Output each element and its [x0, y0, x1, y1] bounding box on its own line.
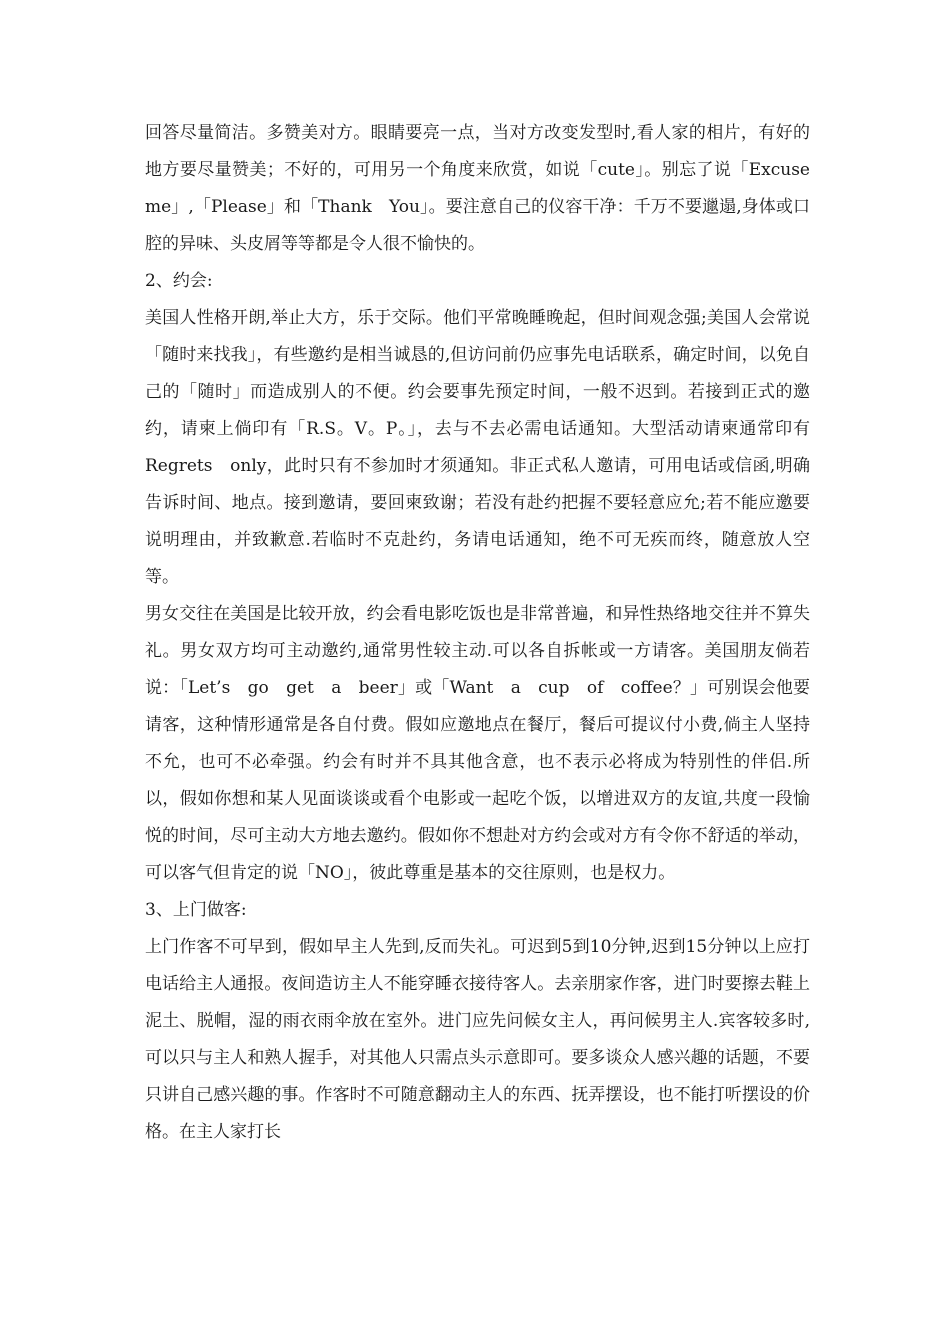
section-heading-visiting: 3、上门做客:: [145, 900, 247, 920]
document-page: [145, 115, 827, 1151]
section-heading-dating: 2、约会:: [145, 271, 213, 291]
paragraph-visiting-etiquette: 上门作客不可早到，假如早主人先到,反而失礼。可迟到5到10分钟,迟到15分钟以上应打电话给主人通报。夜间造访主人不能穿睡衣接待客人。去亲朋家作客，进门时要擦去鞋上泥土、脱帽，湿的雨衣雨伞放在室外。进门应先问候女主人，再问候男主人.宾客较多时,可以只与主人和熟人握手，对其他人只需点头示意即可。要多谈众人感兴趣的话题，不要只讲自己感兴趣的事。作客时不可随意翻动主人的东西、抚弄摆设，也不能打听摆设的价格。在主人家打长: [145, 937, 810, 1142]
paragraph-dating-etiquette: 美国人性格开朗,举止大方，乐于交际。他们平常晚睡晚起，但时间观念强;美国人会常说「随时来找我」，有些邀约是相当诚恳的,但访问前仍应事先电话联系，确定时间，以免自己的「随时」而造成别人的不便。约会要事先预定时间，一般不迟到。若接到正式的邀约，请柬上倘印有「R.S。V。P。」，去与不去必需电话通知。大型活动请柬通常印有 Regrets only，此时只有不参加时才须通知。非正式私人邀请，可用电话或信函,明确告诉时间、地点。接到邀请，要回柬致谢；若没有赴约把握不要轻意应允;若不能应邀要说明理由，并致歉意.若临时不克赴约，务请电话通知，绝不可无疾而终，随意放人空等。: [145, 308, 827, 587]
paragraph-dating-between-sexes: 男女交往在美国是比较开放，约会看电影吃饭也是非常普遍，和异性热络地交往并不算失礼。男女双方均可主动邀约,通常男性较主动.可以各自拆帐或一方请客。美国朋友倘若说：「Let’s go get a beer」或「Want a cup of coffee？」可别误会他要请客，这种情形通常是各自付费。假如应邀地点在餐厅，餐后可提议付小费,倘主人坚持不允，也可不必牵强。约会有时并不具其他含意，也不表示必将成为特别性的伴侣.所以，假如你想和某人见面谈谈或看个电影或一起吃个饭，以增进双方的友谊,共度一段愉悦的时间，尽可主动大方地去邀约。假如你不想赴对方约会或对方有令你不舒适的举动，可以客气但肯定的说「NO」，彼此尊重是基本的交往原则，也是权力。: [145, 604, 810, 883]
paragraph-intro-continued: 回答尽量简洁。多赞美对方。眼睛要亮一点，当对方改变发型时,看人家的相片，有好的地方要尽量赞美；不好的，可用另一个角度来欣赏，如说「cute」。别忘了说「Excuse me」,「Please」和「Thank You」。要注意自己的仪容干净：千万不要邋遢,身体或口腔的异味、头皮屑等等都是令人很不愉快的。: [145, 123, 827, 254]
